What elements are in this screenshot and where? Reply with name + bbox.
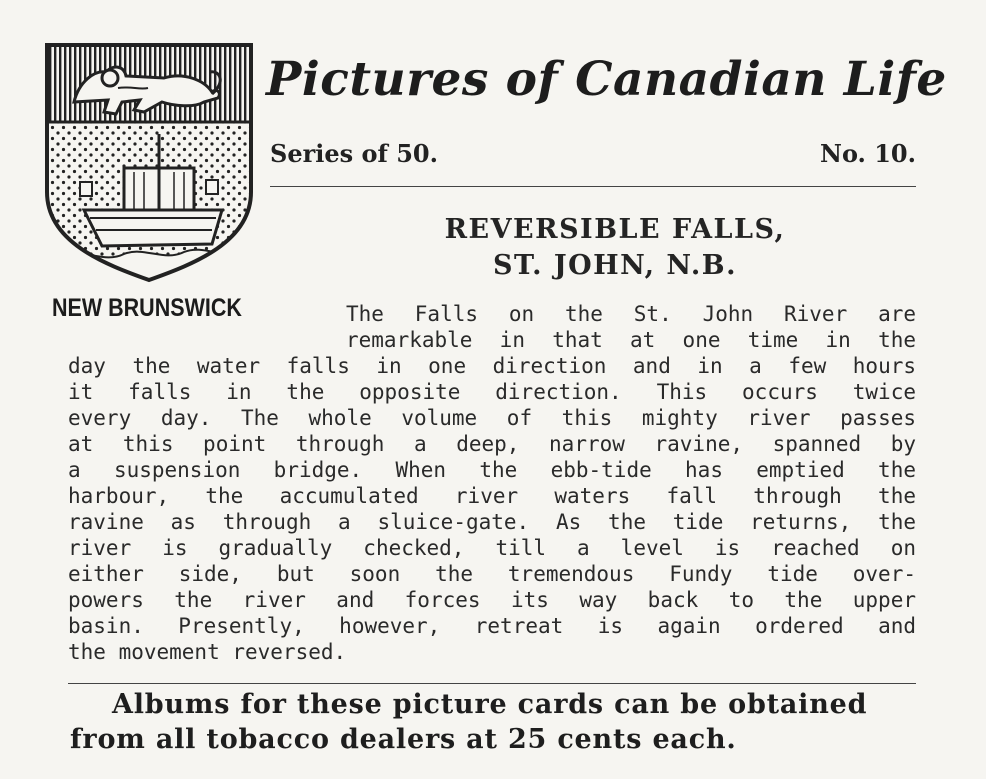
bottom-divider bbox=[68, 683, 916, 684]
description-line: The Falls on the St. John River are bbox=[346, 302, 916, 326]
top-divider bbox=[270, 186, 916, 187]
new-brunswick-coat-of-arms-icon bbox=[44, 42, 254, 284]
description-line: harbour, the accumulated river waters fall through the bbox=[68, 484, 916, 508]
description-line: a suspension bridge. When the ebb-tide has emptied the bbox=[68, 458, 916, 482]
footer-line1: Albums for these picture cards can be obtained bbox=[112, 689, 868, 720]
description-line: day the water falls in one direction and in a few hours bbox=[68, 354, 916, 378]
subject-heading-line2: ST. JOHN, N.B. bbox=[492, 250, 738, 281]
series-label: Series of 50. bbox=[270, 139, 438, 168]
province-label: NEW BRUNSWICK bbox=[52, 294, 242, 322]
description-line: ravine as through a sluice-gate. As the tide returns, the bbox=[68, 510, 916, 534]
card-title: Pictures of Canadian Life bbox=[266, 52, 947, 107]
description-line: every day. The whole volume of this mighty river passes bbox=[68, 406, 916, 430]
description-line: at this point through a deep, narrow ravine, spanned by bbox=[68, 432, 916, 456]
description-line: the movement reversed. bbox=[68, 640, 347, 664]
description-line: it falls in the opposite direction. This occurs twice bbox=[68, 380, 916, 404]
card-number: No. 10. bbox=[820, 139, 916, 168]
description-line: basin. Presently, however, retreat is again ordered and bbox=[68, 614, 916, 638]
description-line: river is gradually checked, till a level is reached on bbox=[68, 536, 916, 560]
footer-line2: from all tobacco dealers at 25 cents each. bbox=[70, 724, 737, 755]
description-paragraph bbox=[68, 301, 916, 665]
subject-heading-line1: REVERSIBLE FALLS, bbox=[444, 214, 786, 245]
description-line: powers the river and forces its way back to the upper bbox=[68, 588, 916, 612]
description-line: either side, but soon the tremendous Fundy tide over- bbox=[68, 562, 916, 586]
description-line: remarkable in that at one time in the bbox=[346, 328, 916, 352]
